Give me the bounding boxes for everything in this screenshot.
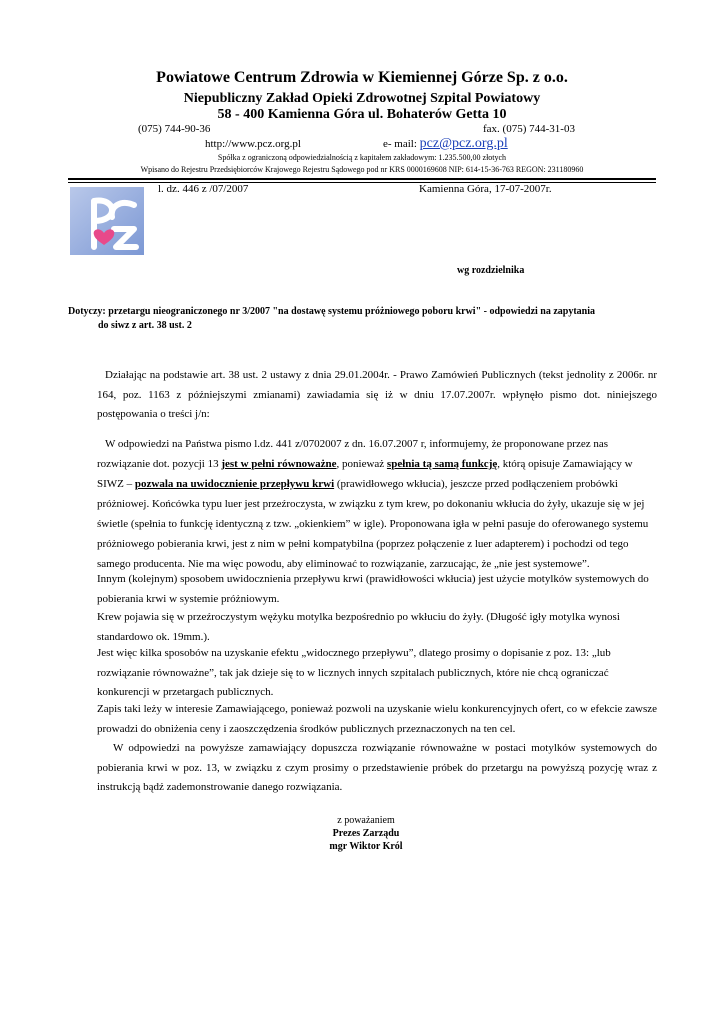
paragraph-1: Działając na podstawie art. 38 ust. 2 ustawy z dnia 29.01.2004r. - Prawo Zamówień Publicznych (tekst jednolity z 2006r. nr 164, poz. 1163 z późniejszymi zmianami) zawiadamia się iż w dniu 17.07.2007r. wpłynęło pismo dot. niniejszego postępowania o treści j/n: xyxy=(97,369,657,420)
paragraph-4: Krew pojawia się w przeźroczystym wężyku motylka bezpośrednio po wkłuciu do żyły. (Długość igły motylka wynosi standardowo ok. 19mm.). xyxy=(97,611,620,643)
subject-label: Dotyczy: xyxy=(68,306,106,317)
paragraph-5: Jest więc kilka sposobów na uzyskanie efektu „widocznego przepływu”, dlatego prosimy o dopisanie z poz. 13: „lub rozwiązanie równoważne”, tak jak dzieje się to w licznych innych szpitalach publicznych, które nie chcą ograniczać konkurencji w przetargach publicznych. xyxy=(97,647,611,698)
recipient: wg rozdzielnika xyxy=(457,265,525,276)
email-line xyxy=(383,136,508,152)
phone-number: (075) 744-90-36 xyxy=(138,123,211,135)
header-rule-thick xyxy=(68,178,656,180)
registry-info: Wpisano do Rejestru Przedsiębiorców Krajowego Rejestru Sądowego pod nr KRS 0000169608 NIP: 614-15-36-763 REGON: 231180960 xyxy=(140,165,584,174)
signer-role: Prezes Zarządu xyxy=(332,828,400,839)
email-link[interactable]: pcz@pcz.org.pl xyxy=(419,136,508,151)
capital-info: Spółka z ograniczoną odpowiedzialnością z kapitałem zakładowym: 1.235.500,00 złotych xyxy=(217,153,507,162)
company-address: 58 - 400 Kamienna Góra ul. Bohaterów Getta 10 xyxy=(217,107,507,122)
highlight-function: spełnia tą samą funkcję xyxy=(386,458,498,470)
paragraph-6: Zapis taki leży w interesie Zamawiającego, ponieważ pozwoli na uzyskanie wielu konkurencyjnych ofert, co w efekcie zawsze prowadzi do obniżenia ceny i zaoszczędzenia środków publicznych przeznaczonych na ten cel. xyxy=(97,703,657,735)
fax-number: fax. (075) 744-31-03 xyxy=(483,123,575,135)
paragraph-3: Innym (kolejnym) sposobem uwidocznienia przepływu krwi (prawidłowości wkłucia) jest użycie motylków systemowych do pobierania krwi w systemie próżniowym. xyxy=(97,573,649,605)
header-rule-thin xyxy=(68,182,656,183)
subject-line2: do siwz z art. 38 ust. 2 xyxy=(98,320,192,331)
email-label: e- mail: xyxy=(383,138,417,150)
paragraph-7: W odpowiedzi na powyższe zamawiający dopuszcza rozwiązanie równoważne w postaci motylków systemowych do pobierania krwi w poz. 13, w związku z czym prosimy o przedstawienie próbek do przetargu na powyższą pozycję wraz z instrukcją bądź zademonstrowanie danego rozwiązania. xyxy=(97,742,657,793)
reference-number: l. dz. 446 z /07/2007 xyxy=(158,183,249,195)
company-name: Powiatowe Centrum Zdrowia w Kiemiennej Górze Sp. z o.o. xyxy=(156,69,568,86)
subject-block xyxy=(68,305,668,333)
website-link[interactable]: http://www.pcz.org.pl xyxy=(205,138,301,150)
signature-block xyxy=(286,814,446,853)
highlight-flow: pozwala na uwidocznienie przepływu krwi xyxy=(134,478,335,490)
place-date: Kamienna Góra, 17-07-2007r. xyxy=(419,183,552,195)
signer-name: mgr Wiktor Król xyxy=(329,841,403,852)
highlight-equivalent: jest w pełni równoważne xyxy=(221,458,337,470)
pcz-logo xyxy=(70,187,144,255)
closing: z poważaniem xyxy=(337,815,395,826)
company-subtitle: Niepubliczny Zakład Opieki Zdrowotnej Szpital Powiatowy xyxy=(183,91,541,106)
paragraph-2: W odpowiedzi na Państwa pismo l.dz. 441 z/0702007 z dn. 16.07.2007 r, informujemy, że proponowane przez nas rozwiązanie dot. pozycji 13 jest w pełni równoważne, ponieważ spełnia tą samą funkcję, którą opisuje Zamawiający w SIWZ – pozwala na uwidocznienie przepływu krwi (prawidłowego wkłucia), jeszcze przed podłączeniem probówki próżniowej. Końcówka typu luer jest przeźroczysta, w związku z tym krew, po dokonaniu wkłucia do żyły, ukazuje się w jej świetle (spełnia to funkcję identyczną z tzw. „okienkiem” w igle). Proponowana igła w pełni pasuje do oferowanego systemu próżniowego pobierania krwi, jest z nim w pełni kompatybilna (poprzez połączenie z luer adapterem) i pochodzi od tego samego producenta. Nie ma więc powodu, aby eliminować to rozwiązanie, zarzucając, że „nie jest systemowe”. xyxy=(97,438,649,570)
subject-line1: przetargu nieograniczonego nr 3/2007 "na dostawę systemu próżniowego poboru krwi" - odpowiedzi na zapytania xyxy=(108,306,596,317)
